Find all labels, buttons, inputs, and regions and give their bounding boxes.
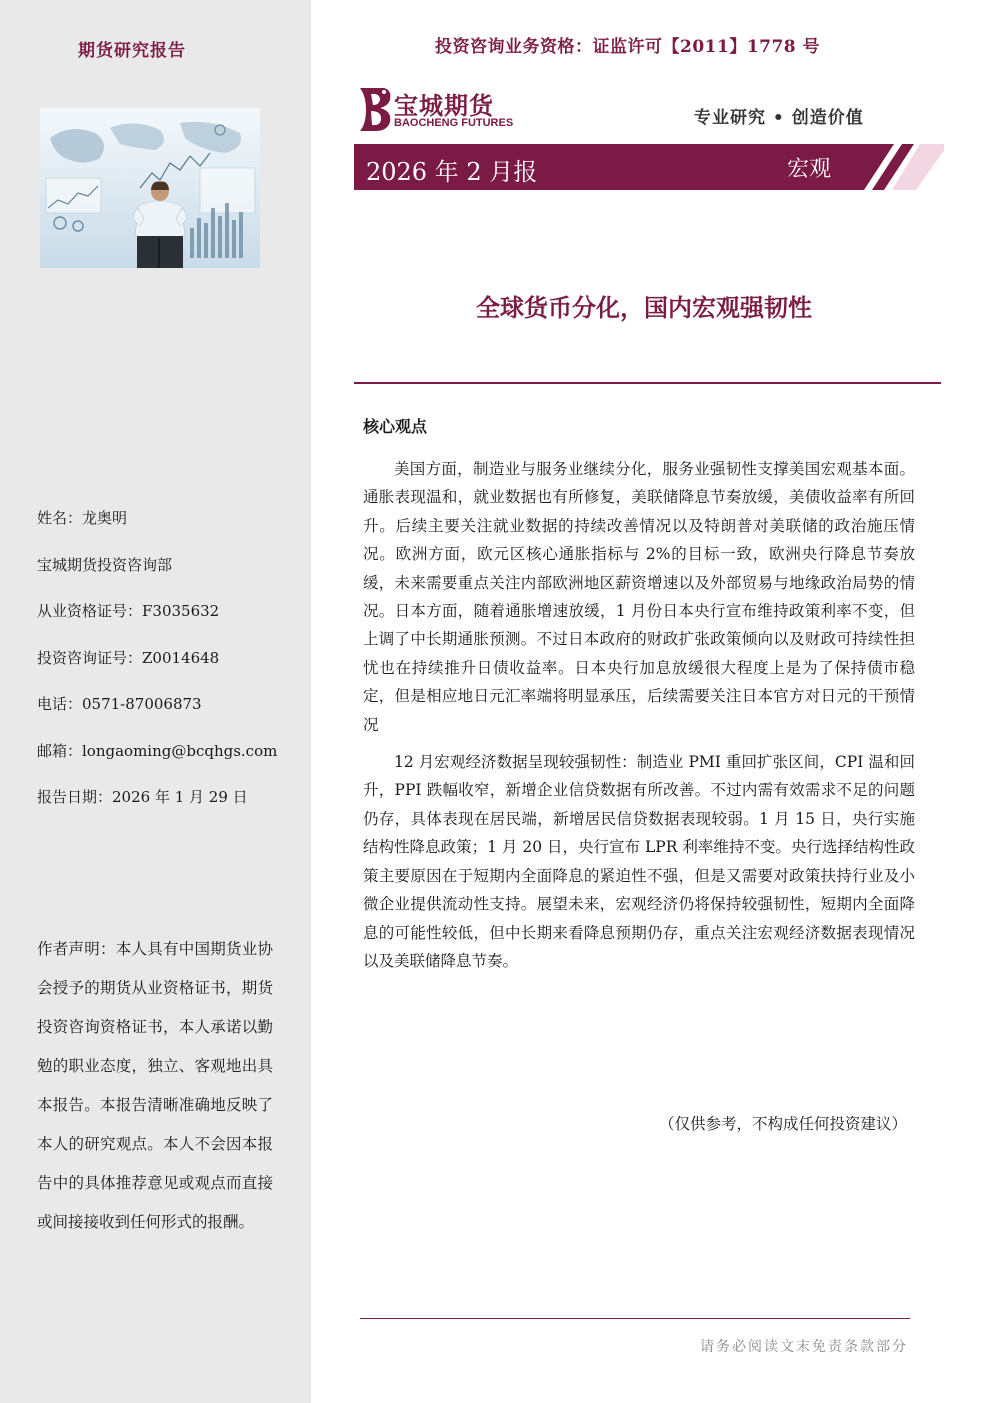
report-body bbox=[363, 455, 915, 975]
footer-divider bbox=[360, 1318, 910, 1319]
paragraph-global: 美国方面，制造业与服务业继续分化，服务业强韧性支撑美国宏观基本面。通胀表现温和，就业数据也有所修复，美联储降息节奏放缓，美债收益率有所回升。后续主要关注就业数据的持续改善情况以及特朗普对美联储的政治施压情况。欧洲方面，欧元区核心通胀指标与 2%的目标一致，欧洲央行降息节奏放缓，未来需要重点关注内部欧洲地区薪资增速以及外部贸易与地缘政治局势的情况。日本方面，随着通胀增速放缓，1 月份日本央行宣布维持政策利率不变，但上调了中长期通胀预测。不过日本政府的财政扩张政策倾向以及财政可持续性担忧也在持续推升日债收益率。日本央行加息放缓很大程度上是为了保持债市稳定，但是相应地日元汇率端将明显承压，后续需要关注日本官方对日元的干预情况 bbox=[363, 460, 915, 734]
reference-note: （仅供参考，不构成任何投资建议） bbox=[658, 1115, 907, 1133]
author-qualification-number: 从业资格证号：F3035632 bbox=[37, 602, 220, 620]
section-heading: 核心观点 bbox=[363, 417, 428, 436]
author-consulting-number: 投资咨询证号：Z0014648 bbox=[37, 648, 220, 667]
author-department: 宝城期货投资咨询部 bbox=[37, 555, 173, 574]
logo-english-text: BAOCHENG FUTURES bbox=[394, 117, 514, 129]
sidebar bbox=[0, 0, 311, 1403]
cover-image bbox=[40, 108, 260, 268]
analyst-chart-illustration bbox=[40, 108, 260, 268]
divider bbox=[354, 382, 941, 384]
license-line: 投资咨询业务资格：证监许可【2011】1778 号 bbox=[435, 37, 821, 57]
author-email[interactable]: 邮箱：longaoming@bcqhgs.com bbox=[37, 741, 278, 760]
report-headline: 全球货币分化，国内宏观强韧性 bbox=[476, 294, 812, 322]
report-category: 宏观 bbox=[787, 157, 832, 182]
author-phone: 电话：0571-87006873 bbox=[37, 695, 202, 713]
author-name: 姓名：龙奥明 bbox=[37, 509, 128, 527]
report-period: 2026 年 2 月报 bbox=[366, 158, 538, 186]
slogan: 专业研究 • 创造价值 bbox=[694, 108, 864, 128]
author-info bbox=[37, 508, 297, 834]
logo-chinese-text: 宝城期货 bbox=[394, 92, 494, 120]
report-type-title: 期货研究报告 bbox=[78, 41, 186, 61]
report-date: 报告日期：2026 年 1 月 29 日 bbox=[37, 788, 248, 806]
paragraph-domestic: 12 月宏观经济数据呈现较强韧性：制造业 PMI 重回扩张区间，CPI 温和回升，PPI 跌幅收窄，新增企业信贷数据有所改善。不过内需有效需求不足的问题仍存，具体表现在居民端，新增居民信贷数据表现较弱。1 月 15 日，央行实施结构性降息政策；1 月 20 日，央行宣布 LPR 利率维持不变。央行选择结构性政策主要原因在于短期内全面降息的紧迫性不强，但是又需要对政策扶持行业及小微企业提供流动性支持。展望未来，宏观经济仍将保持较强韧性，短期内全面降息的可能性较低，但中长期来看降息预期仍存，重点关注宏观经济数据表现情况以及美联储降息节奏。 bbox=[363, 753, 915, 970]
footer-disclaimer-link: 请务必阅读文末免责条款部分 bbox=[700, 1339, 908, 1355]
author-statement: 作者声明：本人具有中国期货业协会授予的期货从业资格证书，期货投资咨询资格证书，本人承诺以勤勉的职业态度，独立、客观地出具本报告。本报告清晰准确地反映了本人的研究观点。本人不会因本报告中的具体推荐意见或观点而直接或间接接收到任何形式的报酬。 bbox=[37, 940, 273, 1231]
